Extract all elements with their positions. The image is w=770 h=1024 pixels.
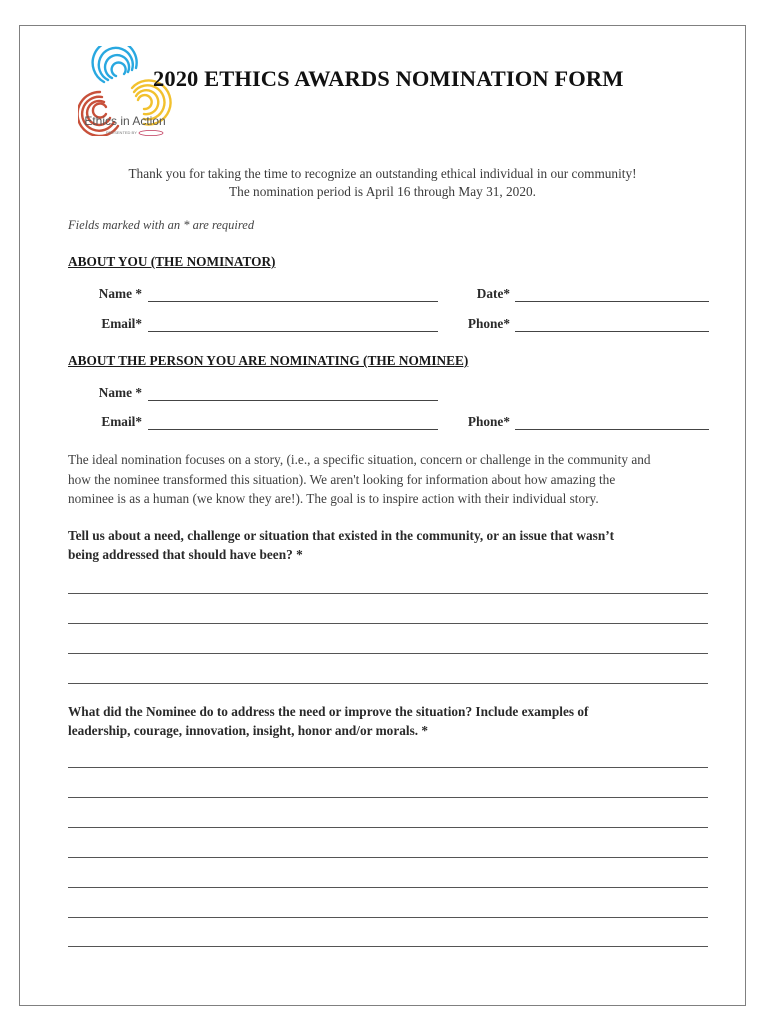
answer-1-line[interactable] (68, 623, 708, 624)
logo-blue-arcs (93, 46, 137, 82)
question-2-line-1: What did the Nominee do to address the need or improve the situation? Include examples of (68, 704, 589, 719)
answer-1-line[interactable] (68, 653, 708, 654)
nominee-name-label: Name * (98, 385, 142, 400)
answer-1-line[interactable] (68, 593, 708, 594)
logo-presented-by: PRESENTED BY (106, 130, 164, 136)
nominator-name-label: Name * (98, 286, 142, 301)
intro-line-1: Thank you for taking the time to recognize an outstanding ethical individual in our community! (128, 166, 637, 181)
nominator-date-label: Date* (476, 286, 510, 301)
question-2-line-2: leadership, courage, innovation, insight, honor and/or morals. * (68, 723, 429, 738)
answer-2-line[interactable] (68, 827, 708, 828)
answer-2-line[interactable] (68, 887, 708, 888)
intro-line-2: The nomination period is April 16 through May 31, 2020. (229, 184, 536, 199)
required-fields-note: Fields marked with an * are required (68, 218, 255, 232)
form-title: 2020 ETHICS AWARDS NOMINATION FORM (153, 66, 624, 91)
nominator-date-field[interactable] (515, 301, 709, 302)
story-guidance-paragraph (68, 450, 718, 509)
form-page (19, 25, 746, 1006)
question-1 (68, 526, 718, 564)
answer-2-line[interactable] (68, 917, 708, 918)
sponsor-logo-icon (138, 130, 164, 136)
nominee-phone-label: Phone* (467, 414, 510, 429)
question-2 (68, 702, 718, 740)
answer-2-line[interactable] (68, 946, 708, 947)
answer-1-line[interactable] (68, 683, 708, 684)
nominator-section-heading: ABOUT YOU (THE NOMINATOR) (68, 254, 276, 269)
nominee-email-field[interactable] (148, 429, 438, 430)
logo-text: Ethics in Action (84, 114, 166, 128)
nominee-phone-field[interactable] (515, 429, 709, 430)
story-line-2: how the nominee transformed this situation). We aren't looking for information about how amazing the (68, 471, 616, 487)
nominator-email-label: Email* (101, 316, 142, 331)
story-line-1: The ideal nomination focuses on a story, (i.e., a specific situation, concern or challenge in the community and (68, 452, 651, 467)
nominee-section-heading: ABOUT THE PERSON YOU ARE NOMINATING (THE NOMINEE) (68, 353, 469, 368)
nominator-phone-label: Phone* (467, 316, 510, 331)
question-1-line-2: being addressed that should have been? * (68, 547, 303, 562)
question-1-line-1: Tell us about a need, challenge or situation that existed in the community, or an issue that wasn’t (68, 528, 615, 543)
nominee-name-field[interactable] (148, 400, 438, 401)
story-line-3: nominee is as a human (we know they are!). The goal is to inspire action with their individual story. (68, 491, 599, 506)
answer-2-line[interactable] (68, 797, 708, 798)
answer-2-line[interactable] (68, 767, 708, 768)
nominator-name-field[interactable] (148, 301, 438, 302)
nominator-email-field[interactable] (148, 331, 438, 332)
nominee-email-label: Email* (101, 414, 142, 429)
answer-2-line[interactable] (68, 857, 708, 858)
nominator-phone-field[interactable] (515, 331, 709, 332)
